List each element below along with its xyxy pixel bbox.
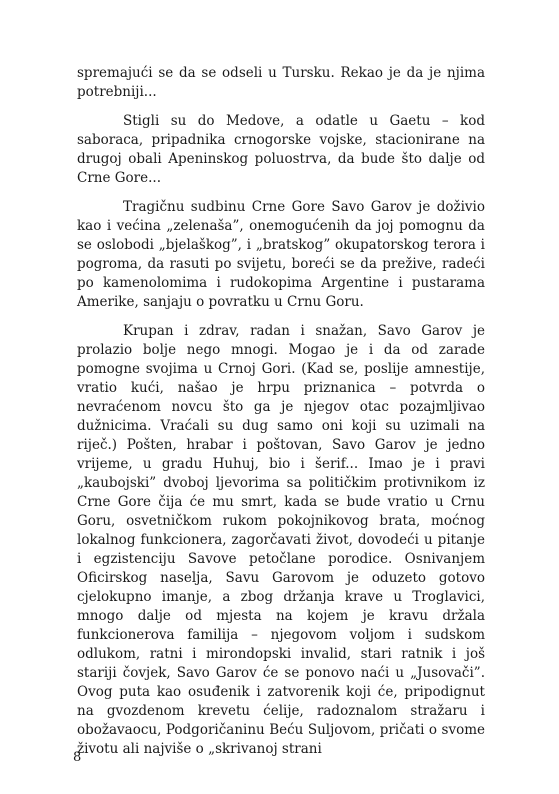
page-body xyxy=(77,64,485,769)
paragraph-4: Krupan i zdrav, radan i snažan, Savo Garov je prolazio bolje nego mnogi. Mogao je i da od zarade pomogne svojima u Crnoj Gori. (Kad se, poslije amnestije, vratio kući, našao je hrpu priznanica – potvrda o nevraćenom novcu što ga je njegov otac pozajmljivao dužnicima. Vraćali su dug samo oni koji su uzimali na riječ.) Pošten, hrabar i poštovan, Savo Garov je jedno vrijeme, u gradu Huhuj, bio i šerif... Imao je i pravi „kaubojski” dvoboj ljevorima sa političkim protivnikom iz Crne Gore čija će mu smrt, kada se bude vratio u Crnu Goru, osvetničkom rukom pokojnikovog brata, moćnog lokalnog funkcionera, zagorčavati život, dovodeći u pitanje i egzistenciju Savove petočlane porodice. Osnivanjem Oficirskog naselja, Savu Garovom je oduzeto gotovo cjelokupno imanje, a zbog držanja krave u Troglavici, mnogo dalje od mjesta na kojem je kravu držala funkcionerova familija – njegovom voljom i sudskom odlukom, ratni i mirondopski invalid, stari ratnik i još stariji čovjek, Savo Garov će se ponovo naći u „Jusovači”. Ovog puta kao osuđenik i zatvorenik koji će, pripodignut na gvozdenom krevetu ćelije, radoznalom stražaru i obožavaocu, Podgoričaninu Beću Suljovom, pričati o svome životu ali najviše o „skrivanoj strani xyxy=(77,323,485,757)
paragraph-2: Stigli su do Medove, a odatle u Gaetu – kod saboraca, pripadnika crnogorske vojske, stacionirane na drugoj obali Apeninskog poluostrva, da bude što dalje od Crne Gore... xyxy=(77,113,485,186)
paragraph-1: spremajući se da se odseli u Tursku. Rekao je da je njima potrebniji... xyxy=(77,65,485,100)
page-number: 8 xyxy=(73,750,82,765)
paragraph-3: Tragičnu sudbinu Crne Gore Savo Garov je doživio kao i većina „zelenaša”, onemogućenih da joj pomognu da se oslobodi „bjelaškog”, i „bratskog” okupatorskog terora i pogroma, da rasuti po svijetu, boreći se da prežive, radeći po kamenolomima i rudokopima Argentine i pustarama Amerike, sanjaju o povratku u Crnu Goru. xyxy=(77,199,485,310)
